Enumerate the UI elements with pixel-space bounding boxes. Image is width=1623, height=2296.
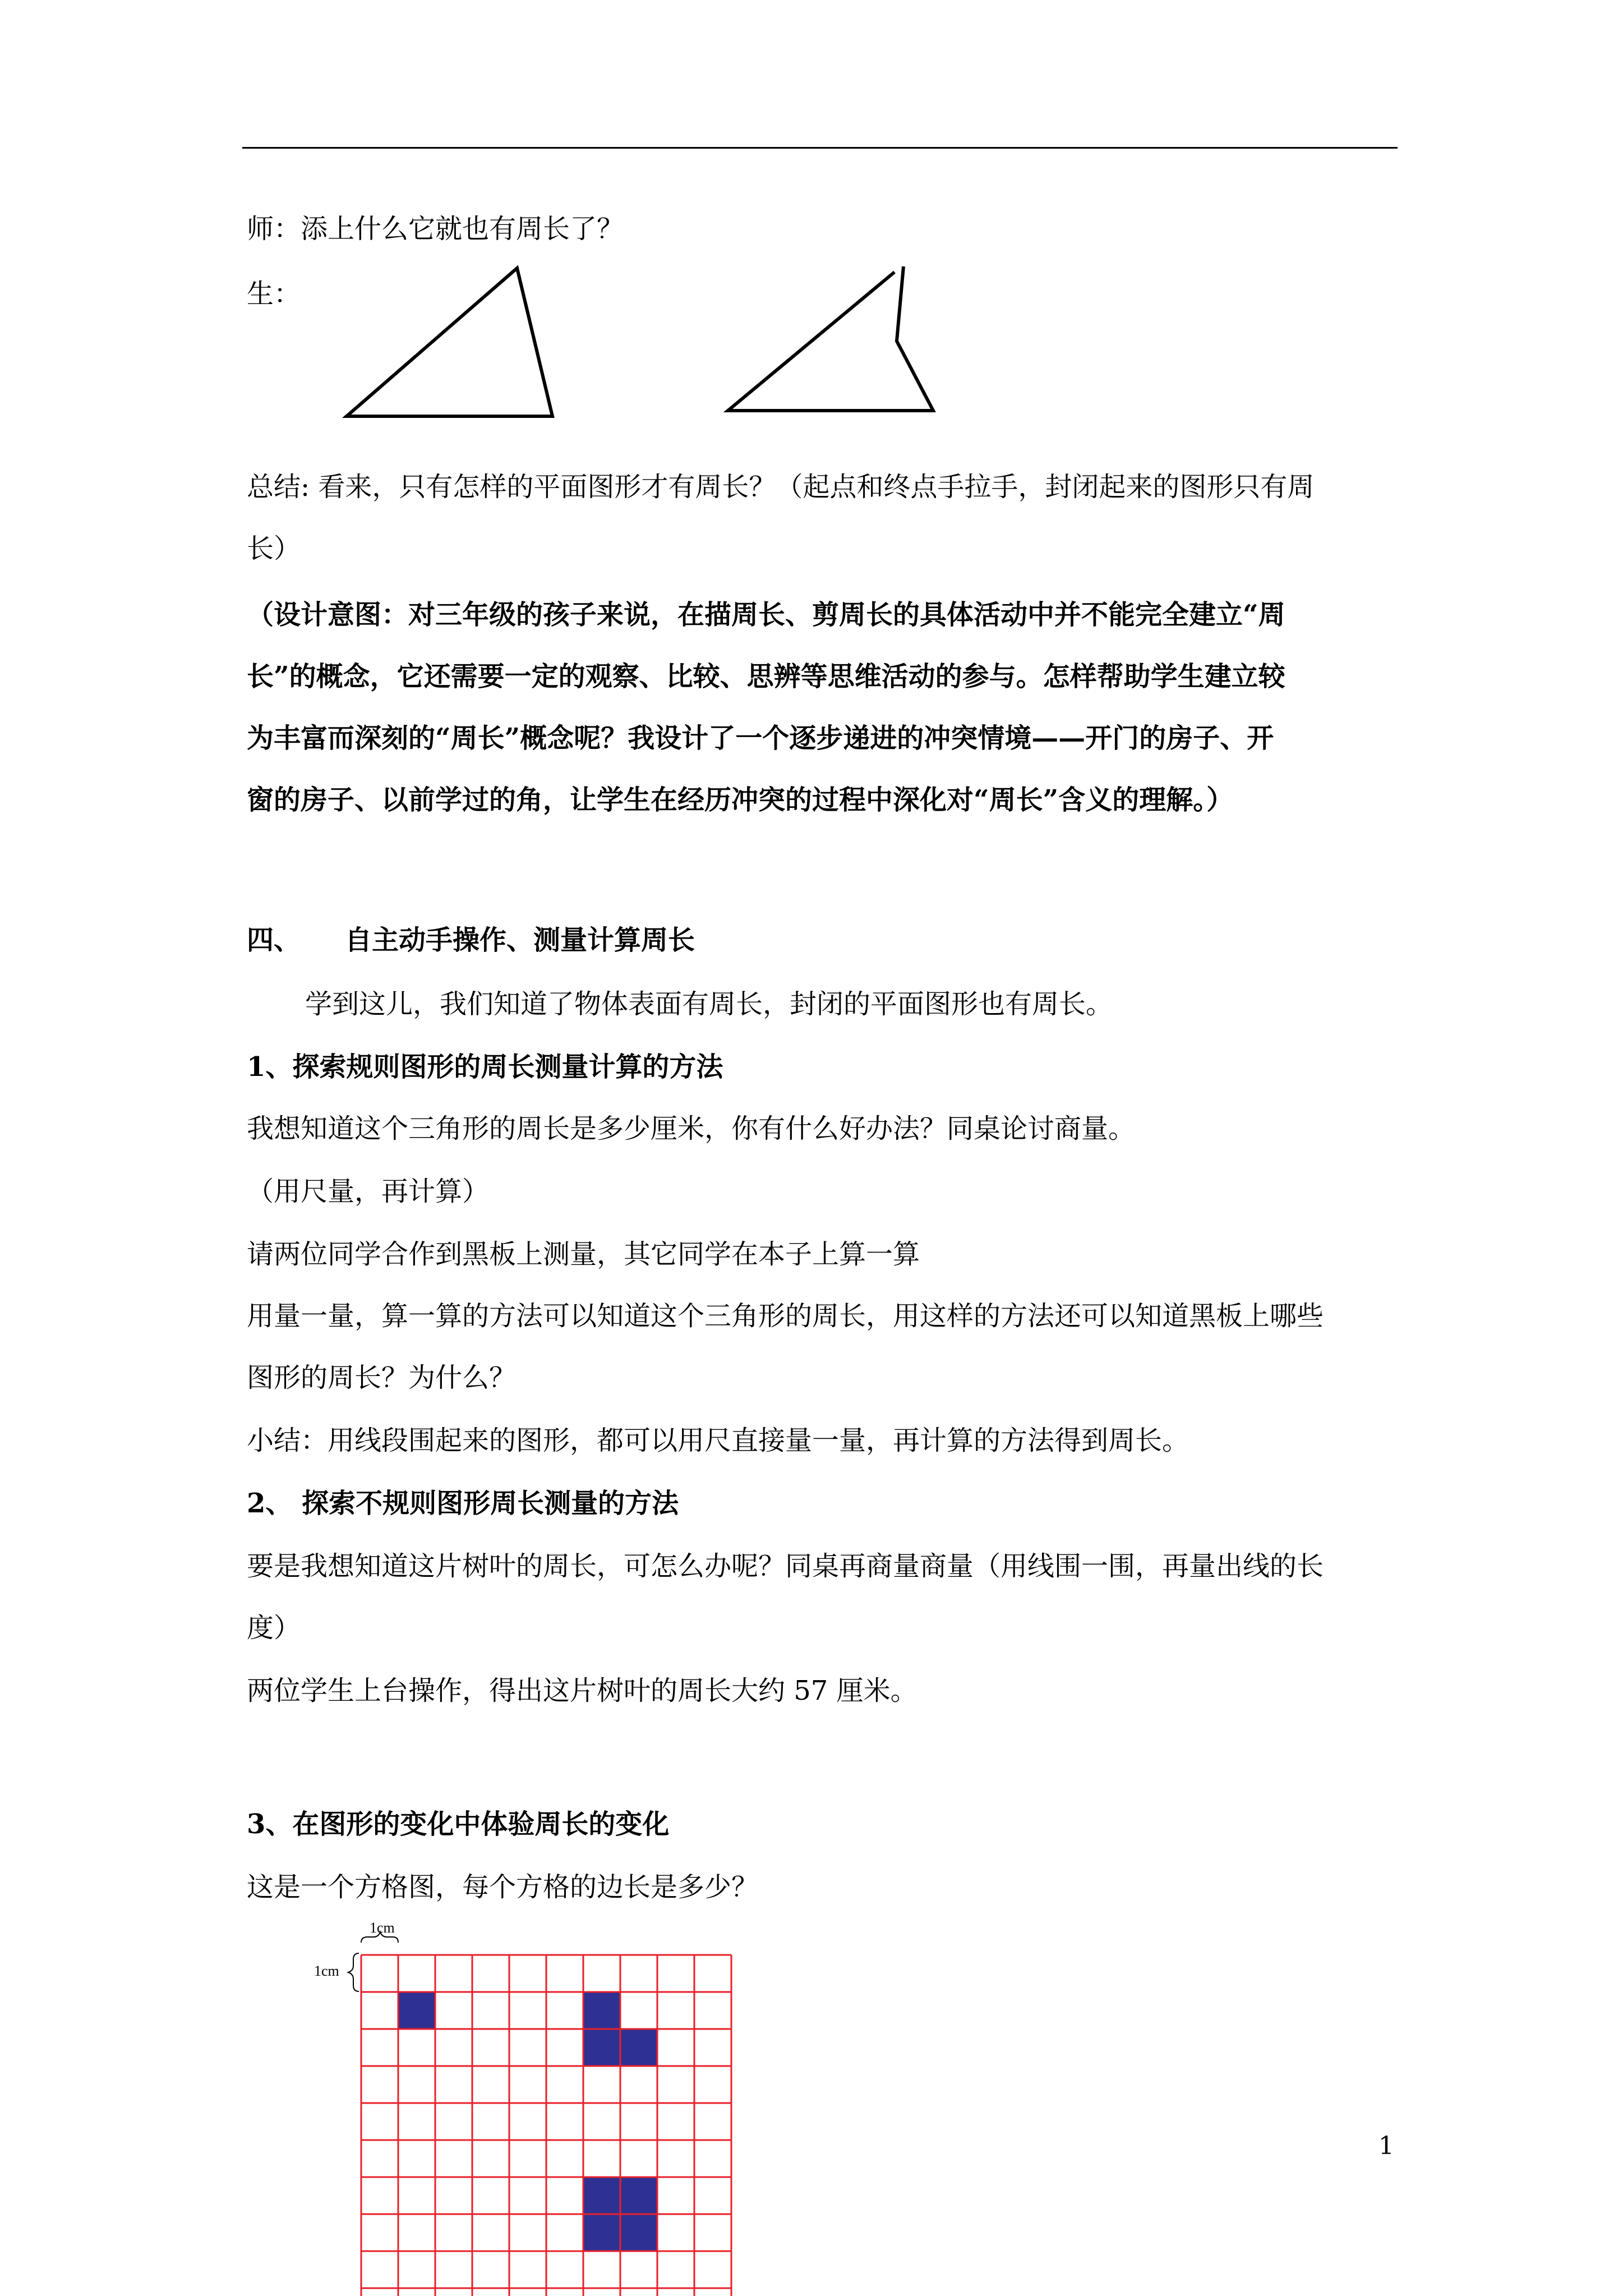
- intro-paragraph: 学到这儿，我们知道了物体表面有周长，封闭的平面图形也有周长。: [305, 988, 1113, 1020]
- subheading-regular-shapes: 1、探索规则图形的周长测量计算的方法: [247, 1051, 723, 1083]
- student-label: 生：: [247, 278, 301, 310]
- method-line-1: 用量一量，算一算的方法可以知道这个三角形的周长，用这样的方法还可以知道黑板上哪些: [247, 1300, 1324, 1332]
- subheading-shape-change: 3、在图形的变化中体验周长的变化: [247, 1809, 670, 1840]
- summary-segments: 小结：用线段围起来的图形，都可以用尺直接量一量，再计算的方法得到周长。: [247, 1425, 1189, 1456]
- filled-square: [583, 2214, 620, 2251]
- filled-square: [583, 1992, 620, 2029]
- filled-square: [398, 1992, 435, 2029]
- open-shape-figure: [718, 258, 953, 426]
- method-line-2: 图形的周长？为什么？: [247, 1362, 517, 1393]
- filled-square: [583, 2177, 620, 2214]
- section-number: 四、: [247, 924, 301, 956]
- page-number: 1: [1378, 2132, 1394, 2160]
- filled-square: [583, 2029, 620, 2066]
- header-rule: [242, 147, 1398, 149]
- blackboard-instruction: 请两位同学合作到黑板上测量，其它同学在本子上算一算: [247, 1239, 920, 1270]
- filled-square: [620, 2214, 657, 2251]
- design-intent-4: 窗的房子、以前学过的角，让学生在经历冲突的过程中深化对“周长”含义的理解。）: [247, 784, 1234, 816]
- square-grid-figure: [314, 1918, 740, 2296]
- teacher-question: 师：添上什么它就也有周长了？: [247, 213, 624, 245]
- design-intent-3: 为丰富而深刻的“周长”概念呢？我设计了一个逐步递进的冲突情境——开门的房子、开: [247, 723, 1274, 754]
- leaf-result: 两位学生上台操作，得出这片树叶的周长大约 57 厘米。: [247, 1675, 917, 1706]
- leaf-question-1: 要是我想知道这片树叶的周长，可怎么办呢？同桌再商量商量（用线围一围，再量出线的长: [247, 1550, 1324, 1582]
- closed-triangle-figure: [336, 258, 572, 426]
- section-heading: [247, 909, 695, 972]
- subheading-irregular-shapes: 2、 探索不规则图形周长测量的方法: [247, 1488, 679, 1519]
- grid-label-y: 1cm: [314, 1963, 339, 1979]
- question-triangle: 我想知道这个三角形的周长是多少厘米，你有什么好办法？同桌论讨商量。: [247, 1113, 1136, 1144]
- grid-label-x: 1cm: [370, 1920, 395, 1936]
- leaf-question-2: 度）: [247, 1612, 301, 1644]
- grid-question: 这是一个方格图，每个方格的边长是多少？: [247, 1871, 759, 1903]
- summary-line-2: 长）: [247, 533, 301, 564]
- filled-square: [620, 2029, 657, 2066]
- design-intent-1: （设计意图：对三年级的孩子来说，在描周长、剪周长的具体活动中并不能完全建立“周: [247, 599, 1285, 631]
- brace-y-icon: [348, 1953, 359, 1991]
- design-intent-2: 长”的概念，它还需要一定的观察、比较、思辨等思维活动的参与。怎样帮助学生建立较: [247, 661, 1285, 692]
- section-title: 自主动手操作、测量计算周长: [345, 924, 695, 956]
- answer-ruler: （用尺量，再计算）: [247, 1176, 490, 1207]
- summary-line-1: 总结: 看来，只有怎样的平面图形才有周长？（起点和终点手拉手，封闭起来的图形只有周: [247, 471, 1315, 503]
- filled-square: [620, 2177, 657, 2214]
